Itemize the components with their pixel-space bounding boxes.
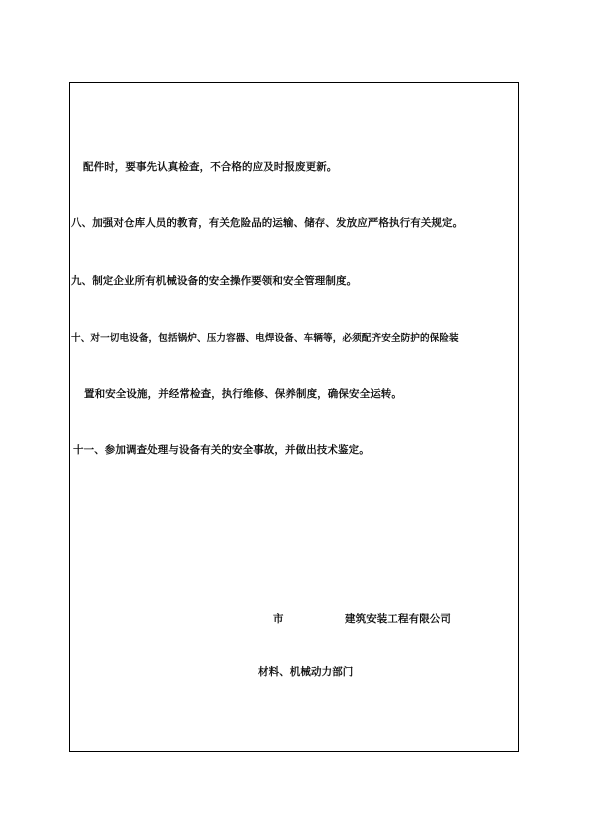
text-line-item-10-cont: 置和安全设施，并经常检查，执行维修、保养制度，确保安全运转。: [84, 388, 402, 400]
text-line-item-10: 十、对一切电设备，包括锅炉、压力容器、电焊设备、车辆等，必须配齐安全防护的保险装: [71, 333, 459, 344]
text-line-item-8: 八、加强对仓库人员的教育，有关危险品的运输、储存、发放应严格执行有关规定。: [71, 217, 464, 229]
document-frame: [69, 82, 519, 752]
text-line-1: 配件时，要事先认真检查，不合格的应及时报废更新。: [83, 161, 338, 173]
text-line-item-9: 九、制定企业所有机械设备的安全操作要领和安全管理制度。: [71, 275, 358, 287]
text-line-item-11: 十一、参加调查处理与设备有关的安全事故，并做出技术鉴定。: [73, 444, 370, 456]
footer-department: 材料、机械动力部门: [258, 666, 354, 678]
footer-company: 建筑安装工程有限公司: [345, 613, 451, 625]
footer-city: 市: [273, 613, 284, 625]
